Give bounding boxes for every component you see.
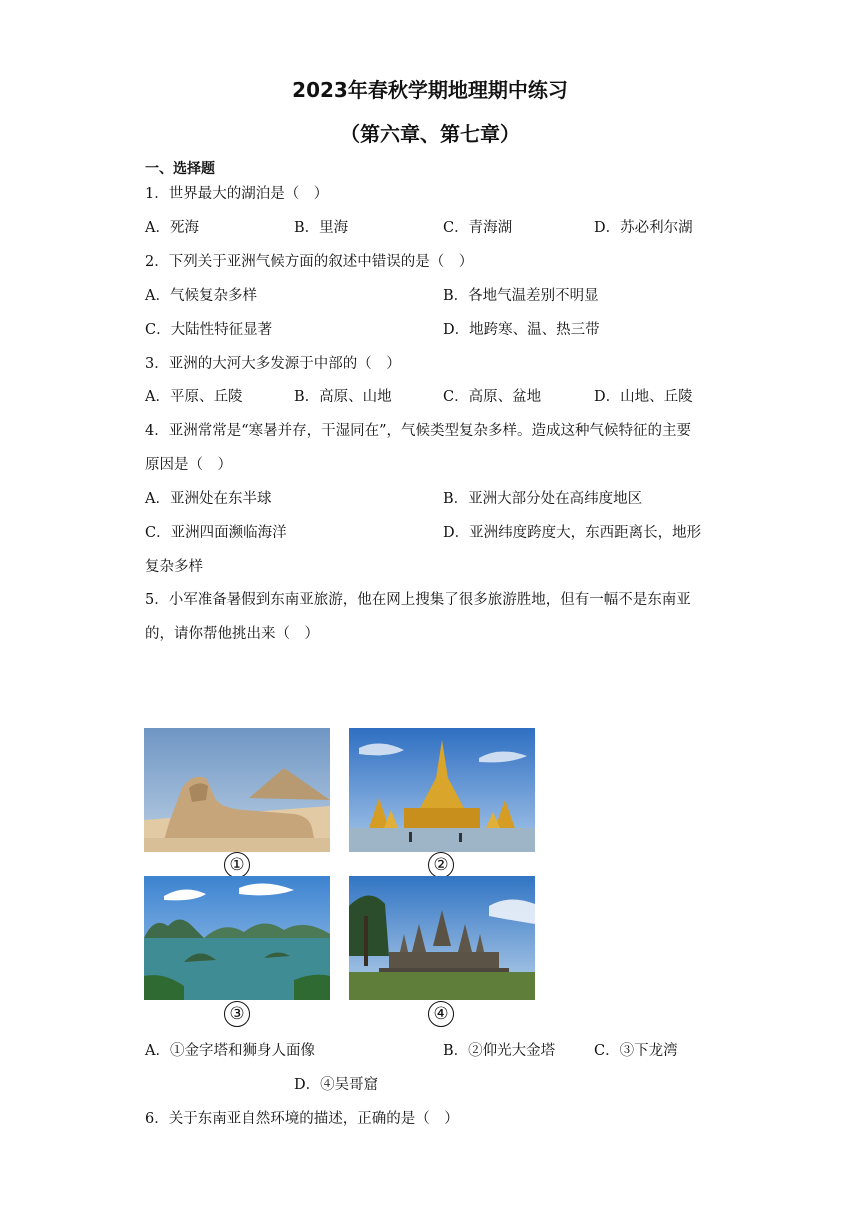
- question-4-option-b[interactable]: B．亚洲大部分处在高纬度地区: [443, 491, 643, 507]
- question-2-option-c[interactable]: C．大陆性特征显著: [145, 322, 273, 338]
- question-4-stem-line-1: 4．亚洲常常是“寒暑并存，干湿同在”，气候类型复杂多样。造成这种气候特征的主要: [145, 423, 692, 439]
- question-1-option-c[interactable]: C．青海湖: [443, 220, 513, 236]
- question-5-option-a[interactable]: A．①金字塔和狮身人面像: [145, 1043, 315, 1059]
- picture-label-4: ④: [428, 1001, 454, 1027]
- question-5-option-b[interactable]: B．②仰光大金塔: [443, 1043, 556, 1059]
- angkor-temple-photo: [349, 876, 535, 1000]
- question-2-option-b[interactable]: B．各地气温差别不明显: [443, 288, 599, 304]
- question-3-option-d[interactable]: D．山地、丘陵: [594, 389, 693, 405]
- question-5-option-d[interactable]: D．④吴哥窟: [294, 1077, 379, 1093]
- page-title: 2023年春秋学期地理期中练习: [292, 78, 568, 102]
- question-3-option-b[interactable]: B．高原、山地: [294, 389, 392, 405]
- question-3-option-c[interactable]: C．高原、盆地: [443, 389, 542, 405]
- question-2-option-a[interactable]: A．气候复杂多样: [145, 288, 257, 304]
- question-1-option-b[interactable]: B．里海: [294, 220, 349, 236]
- question-1-option-a[interactable]: A．死海: [145, 220, 199, 236]
- question-4-option-d-line-1[interactable]: D．亚洲纬度跨度大，东西距离长，地形: [443, 525, 702, 541]
- question-2-option-d[interactable]: D．地跨寒、温、热三带: [443, 322, 600, 338]
- question-3-option-a[interactable]: A．平原、丘陵: [145, 389, 243, 405]
- question-4-option-c[interactable]: C．亚洲四面濒临海洋: [145, 525, 287, 541]
- question-5-stem-line-1: 5．小军准备暑假到东南亚旅游，他在网上搜集了很多旅游胜地，但有一幅不是东南亚: [145, 592, 691, 608]
- question-6-stem: 6．关于东南亚自然环境的描述，正确的是（ ）: [145, 1111, 459, 1127]
- question-5-stem-line-2: 的，请你帮他挑出来（ ）: [145, 626, 319, 642]
- picture-label-3: ③: [224, 1001, 250, 1027]
- question-5-option-c[interactable]: C．③下龙湾: [594, 1043, 678, 1059]
- page-subtitle: （第六章、第七章）: [340, 122, 520, 146]
- question-2-stem: 2．下列关于亚洲气候方面的叙述中错误的是（ ）: [145, 254, 474, 270]
- karst-bay-photo: [144, 876, 330, 1000]
- golden-pagoda-photo: [349, 728, 535, 852]
- section-heading: 一、选择题: [145, 161, 215, 177]
- question-4-option-a[interactable]: A．亚洲处在东半球: [145, 491, 272, 507]
- question-3-stem: 3．亚洲的大河大多发源于中部的（ ）: [145, 356, 401, 372]
- sphinx-pyramid-photo: [144, 728, 330, 852]
- question-1-stem: 1．世界最大的湖泊是（ ）: [145, 186, 329, 202]
- picture-label-2: ②: [428, 852, 454, 878]
- question-1-option-d[interactable]: D．苏必利尔湖: [594, 220, 693, 236]
- picture-label-1: ①: [224, 852, 250, 878]
- question-4-option-d-line-2: 复杂多样: [145, 559, 203, 575]
- question-4-stem-line-2: 原因是（ ）: [145, 457, 232, 473]
